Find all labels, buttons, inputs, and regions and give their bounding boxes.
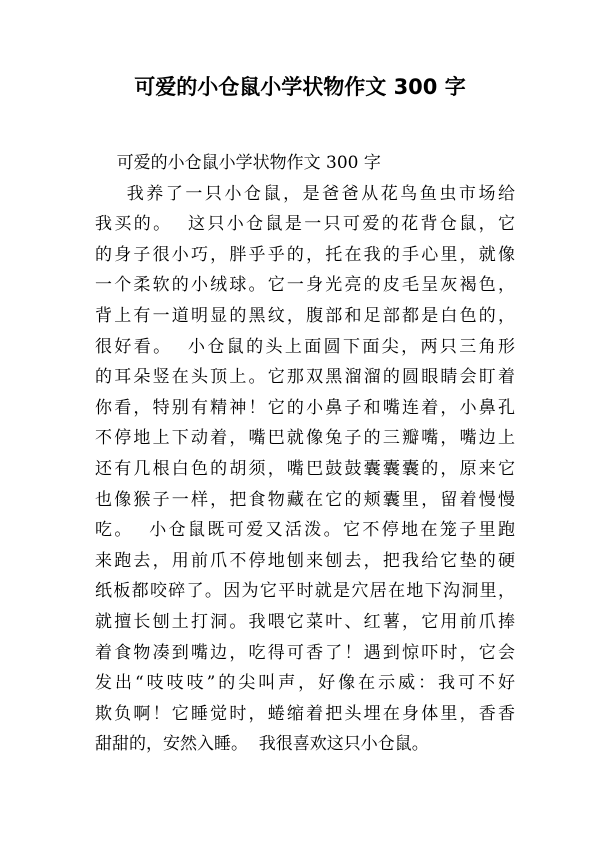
body-line: 吃。 小仓鼠既可爱又活泼。它不停地在笼子里跑 [95, 520, 515, 541]
body-line: 甜甜的，安然入睡。 我很喜欢这只小仓鼠。 [95, 734, 429, 755]
body-line: 我养了一只小仓鼠，是爸爸从花鸟鱼虫市场给 [95, 183, 515, 204]
body-line: 也像猴子一样，把食物藏在它的颊囊里，留着慢慢 [95, 489, 515, 510]
body-line: 就擅长刨土打洞。我喂它菜叶、红薯，它用前爪捧 [95, 611, 515, 632]
body-line: 纸板都咬碎了。因为它平时就是穴居在地下沟洞里， [95, 581, 515, 602]
body-line: 很好看。 小仓鼠的头上面圆下面尖，两只三角形 [95, 336, 515, 357]
body-line: 的身子很小巧，胖乎乎的，托在我的手心里，就像 [95, 244, 515, 265]
body-line: 的耳朵竖在头顶上。它那双黑溜溜的圆眼睛会盯着 [95, 367, 515, 388]
document-title: 可爱的小仓鼠小学状物作文 300 字 [134, 75, 466, 99]
body-line: 你看，特别有精神！它的小鼻子和嘴连着，小鼻孔 [95, 397, 515, 418]
body-line: 来跑去，用前爪不停地刨来刨去，把我给它垫的硬 [95, 550, 515, 571]
body-line: 一个柔软的小绒球。它一身光亮的皮毛呈灰褐色， [95, 275, 515, 296]
body-line: 背上有一道明显的黑纹，腹部和足部都是白色的， [95, 305, 515, 326]
body-line: 还有几根白色的胡须，嘴巴鼓鼓囊囊囊的，原来它 [95, 458, 515, 479]
body-line: 可爱的小仓鼠小学状物作文 300 字 [95, 153, 381, 173]
body-line: 不停地上下动着，嘴巴就像兔子的三瓣嘴，嘴边上 [95, 428, 515, 449]
body-line: 发出“吱吱吱”的尖叫声，好像在示威：我可不好 [95, 673, 515, 694]
document-body [95, 148, 515, 760]
body-line: 欺负啊！它睡觉时，蜷缩着把头埋在身体里，香香 [95, 703, 515, 724]
body-line: 着食物凑到嘴边，吃得可香了！遇到惊吓时，它会 [95, 642, 515, 663]
body-line: 我买的。 这只小仓鼠是一只可爱的花背仓鼠，它 [95, 214, 515, 235]
